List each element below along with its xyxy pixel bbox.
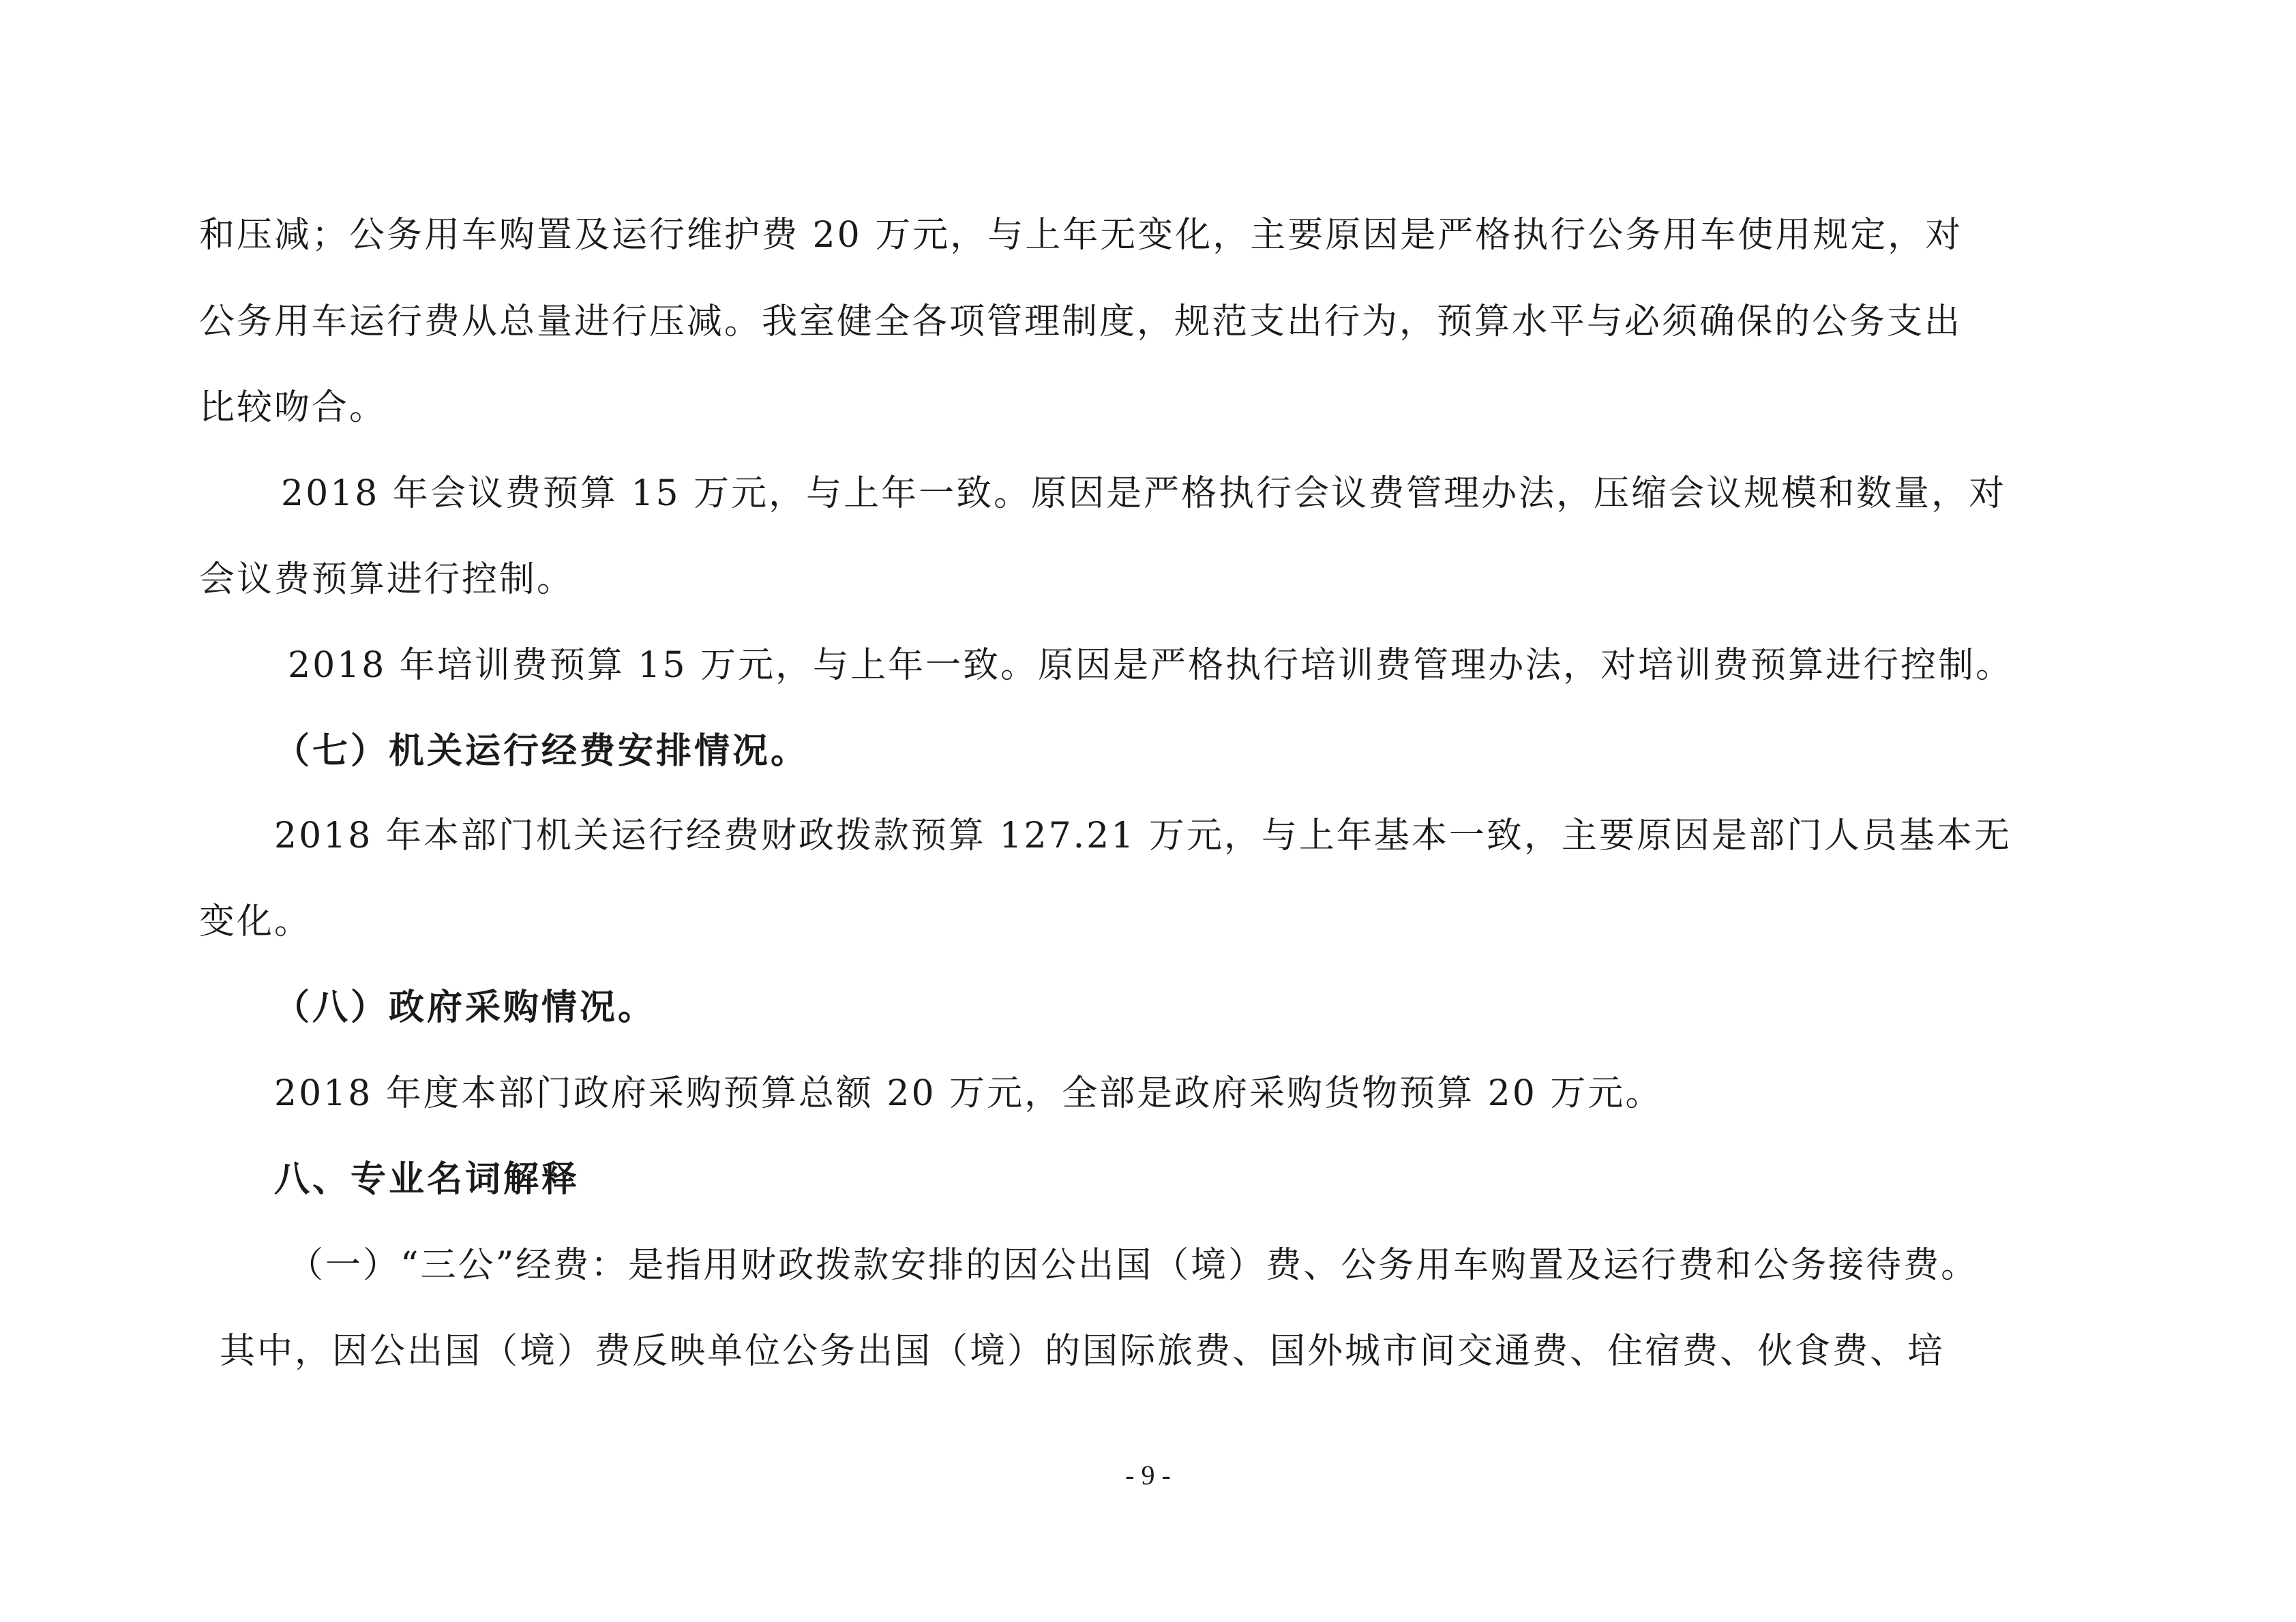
paragraph-line-9: 变化。 — [199, 901, 312, 942]
paragraph-line-8: 2018 年本部门机关运行经费财政拨款预算 127.21 万元，与上年基本一致，主要原因是部门人员基本无 — [274, 815, 2012, 856]
section-heading-7: （七）机关运行经费安排情况。 — [274, 730, 809, 772]
paragraph-line-11: （一）“三公”经费：是指用财政拨款安排的因公出国（境）费、公务用车购置及运行费和公务接待费。 — [288, 1245, 1979, 1286]
chapter-heading: 八、专业名词解释 — [274, 1158, 580, 1200]
paragraph-line-2: 公务用车运行费从总量进行压减。我室健全各项管理制度，规范支出行为，预算水平与必须确保的公务支出 — [199, 301, 1963, 342]
paragraph-line-12: 其中，因公出国（境）费反映单位公务出国（境）的国际旅费、国外城市间交通费、住宿费、伙食费、培 — [220, 1331, 1945, 1372]
paragraph-line-5: 会议费预算进行控制。 — [199, 559, 575, 600]
paragraph-line-10: 2018 年度本部门政府采购预算总额 20 万元，全部是政府采购货物预算 20 万元。 — [274, 1073, 1663, 1114]
paragraph-line-4: 2018 年会议费预算 15 万元，与上年一致。原因是严格执行会议费管理办法，压缩会议规模和数量，对 — [281, 473, 2007, 514]
paragraph-line-6: 2018 年培训费预算 15 万元，与上年一致。原因是严格执行培训费管理办法，对培训费预算进行控制。 — [288, 645, 2014, 686]
section-heading-8: （八）政府采购情况。 — [274, 987, 657, 1028]
page-number: - 9 - — [1125, 1460, 1171, 1490]
paragraph-line-1: 和压减；公务用车购置及运行维护费 20 万元，与上年无变化，主要原因是严格执行公务用车使用规定，对 — [199, 215, 1963, 256]
paragraph-line-3: 比较吻合。 — [199, 387, 387, 428]
